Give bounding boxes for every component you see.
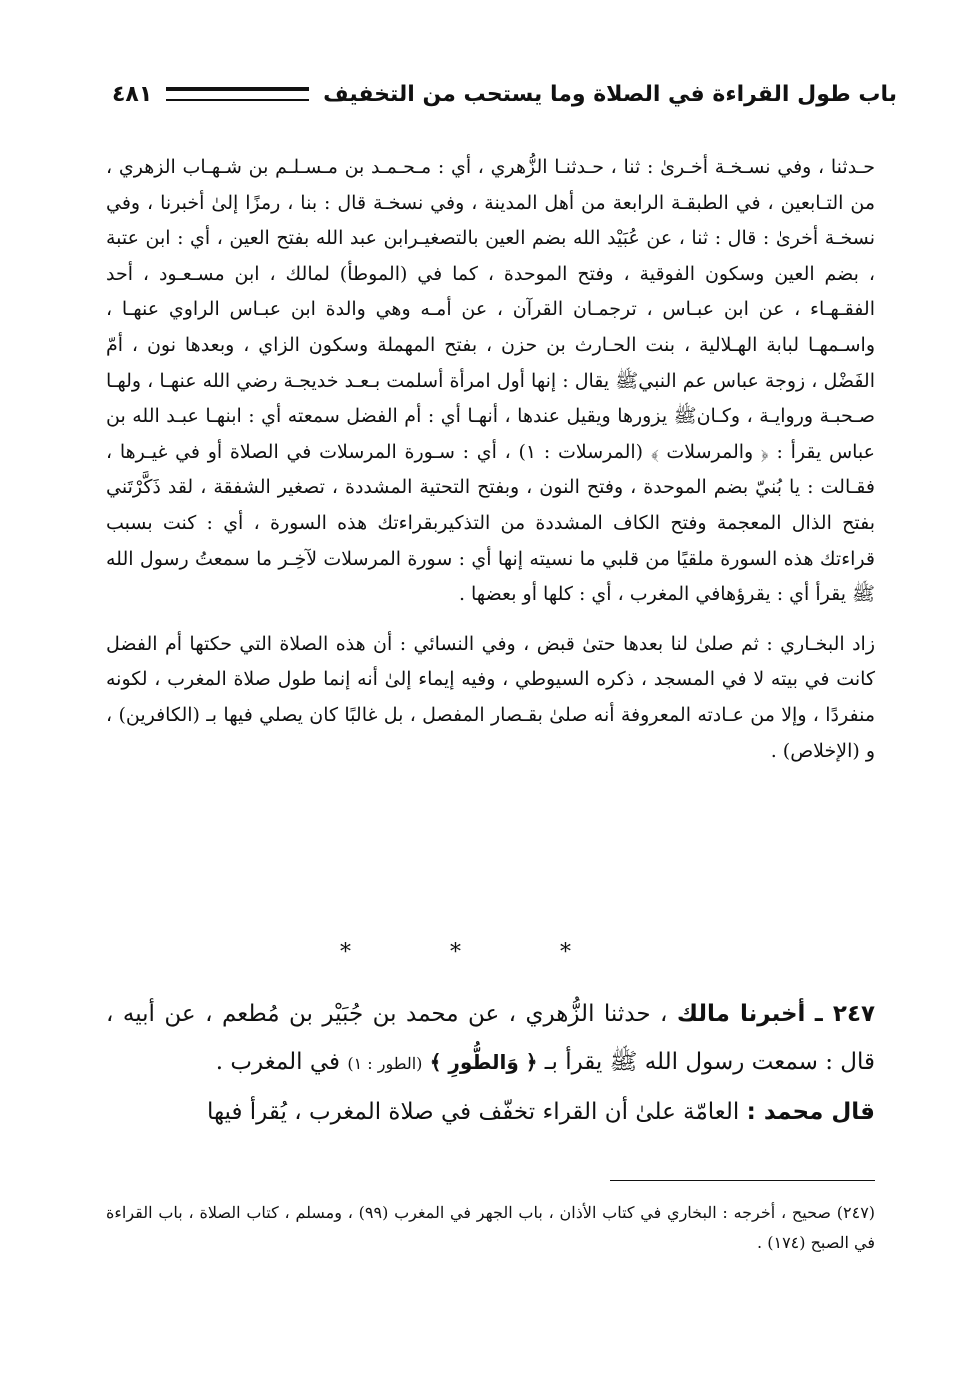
hadith-247 — [106, 990, 875, 1136]
hadith-text — [106, 990, 875, 1088]
hadith-chain: ، حدثنا الزُّهري ، عن محمد بن جُبَيْر بن مُطعم ، عن — [164, 1001, 668, 1027]
qala-muhammad-label: قال محمد : — [746, 1099, 875, 1125]
commentary-intro — [106, 1088, 875, 1136]
text-line: (المرسلات : ١) ، أي : سـورة المرسلات في الصلاة أو في غيـرها ، فقـالت : يا بُنيّ بضم — [106, 440, 875, 499]
text-line: لمالك ، ابن مسـعـود ، أحد الفقـهـاء ، عن ابن عبـاس ، ترجمـان القرآن ، عن أمـه وهي والدة — [106, 262, 875, 321]
commentary-text — [106, 150, 875, 769]
commentary-paragraph-1 — [106, 150, 875, 613]
hadith-body: أبيه ، قال : سمعت رسول الله ﷺ يقرأ بـ — [106, 1001, 875, 1075]
header-rule — [166, 87, 309, 101]
section-separator: * * * — [340, 940, 617, 965]
text-line: حـدثنا ، وفي نسـخـة أخـرىٰ : ثنا ، حـدثنـا الزُّهري ، أي : مـحـمـد بن مـسـلـم بن شـهـاب — [182, 156, 875, 178]
footnote-line: (٢٤٧) صحيح ، أخرجه : البخاري في كتاب الأذان ، باب الجهر في المغرب (٩٩) ، ومسلم ، كتاب — [246, 1203, 876, 1222]
quran-reference: (الطور : ١) — [347, 1054, 423, 1073]
text-line: عندها ، أنهـا أي : أم الفضل سمعته أي : ابنهـا عبـد الله بن عباس يقرأ : ﴿ والمرسلات ﴾ — [106, 405, 876, 463]
commentary-intro-text: العامّة علىٰ أن القراء تخفّف في صلاة المغرب ، يُقرأ فيها — [206, 1099, 740, 1125]
footnote-rule — [610, 1180, 875, 1181]
text-line: صلاة المغرب ، لكونه منفردًا ، وإلا من عـادته المعروفة أنه صلىٰ بقـصار المفصل ، بل غالبًا — [106, 668, 875, 726]
footnote-line: الصلاة ، باب القراءة في الصبح (١٧٤) . — [106, 1203, 875, 1252]
text-line: ابن عبـاس الراوي عنهـا ، واسـمهـا لبابة الهـلالية ، بنت الحـارث بن حزن ، بفتح المهملة — [106, 298, 875, 356]
text-line: حكتها أم الفضل كانت في بيته لا في المسجد ، ذكره السيوطي ، وفيه إيماء إلىٰ أنه إنما طول — [106, 632, 876, 691]
text-line: بفتح العين ، أي : ابن عتبة ، بضم العين وسكون الفوقية ، وفتح الموحدة ، كما في (الموطأ) — [106, 227, 875, 285]
text-line: أسلمت بـعـد خديجـة رضي الله عنهـا ، ولهـا صـحبـة وروايـة ، وكـانﷺ يزورها ويقيل — [106, 369, 875, 428]
chapter-title: باب طول القراءة في الصلاة وما يستحب من التخفيف — [323, 81, 897, 107]
text-line: الزهري ، من التـابعين ، في الطبقـة الرابعة من أهل المدينة ، وفي نسخـة قال : بنا ، رمزًا إلىٰ — [106, 156, 876, 214]
narrator-label: أخبرنا مالك — [676, 1001, 806, 1027]
hadith-body-end: في المغرب . — [215, 1049, 341, 1075]
page-number: ٤٨١ — [112, 81, 153, 107]
quran-quote: ﴿ وَالطُّورِ ﴾ — [429, 1050, 538, 1074]
footnote — [106, 1198, 875, 1258]
text-line: ﷺ يقرأ أي : يقرؤهافي المغرب ، أي : كلها أو بعضها . — [458, 583, 875, 606]
text-line: وسكون الزاي ، وبعدها نون ، أمّ الفَضْل ، زوجة عباس عم النبيﷺ يقال : إنها أول امرأة — [106, 333, 876, 392]
running-header — [112, 74, 897, 114]
text-line: الموحدة ، وفتح النون ، وبفتح التحتية المشددة ، تصغير الشفقة ، لقد ذَكَّرْتَني بفتح الذال — [106, 476, 875, 534]
text-line: هذه السورة ملقيًا من قلبي ما نسيته إنها أي : سورة المرسلات لآخِـر ما سمعتُ رسول الله — [106, 547, 814, 570]
text-line: أخبرنا ، وفي نسخـة أخرىٰ : قال : ثنا ، عن عُبَيْد الله بضم العين بالتصغيـرابن عبد الله — [106, 191, 875, 250]
text-line: كان يصلي فيها بـ (الكافرين) ، و (الإخلاص) . — [106, 703, 875, 762]
text-line: المعجمة وفتح الكاف المشددة من التذكيربقراءتك هذه السورة ، أي : كنت بسبب قراءتك — [106, 511, 875, 570]
hadith-number: ٢٤٧ ـ — [814, 1001, 876, 1027]
text-line: زاد البخـاري : ثم صلىٰ لنا بعدها حتىٰ قبض ، وفي النسائي : أن هذه الصلاة التي — [239, 632, 875, 655]
commentary-paragraph-2 — [106, 627, 875, 769]
